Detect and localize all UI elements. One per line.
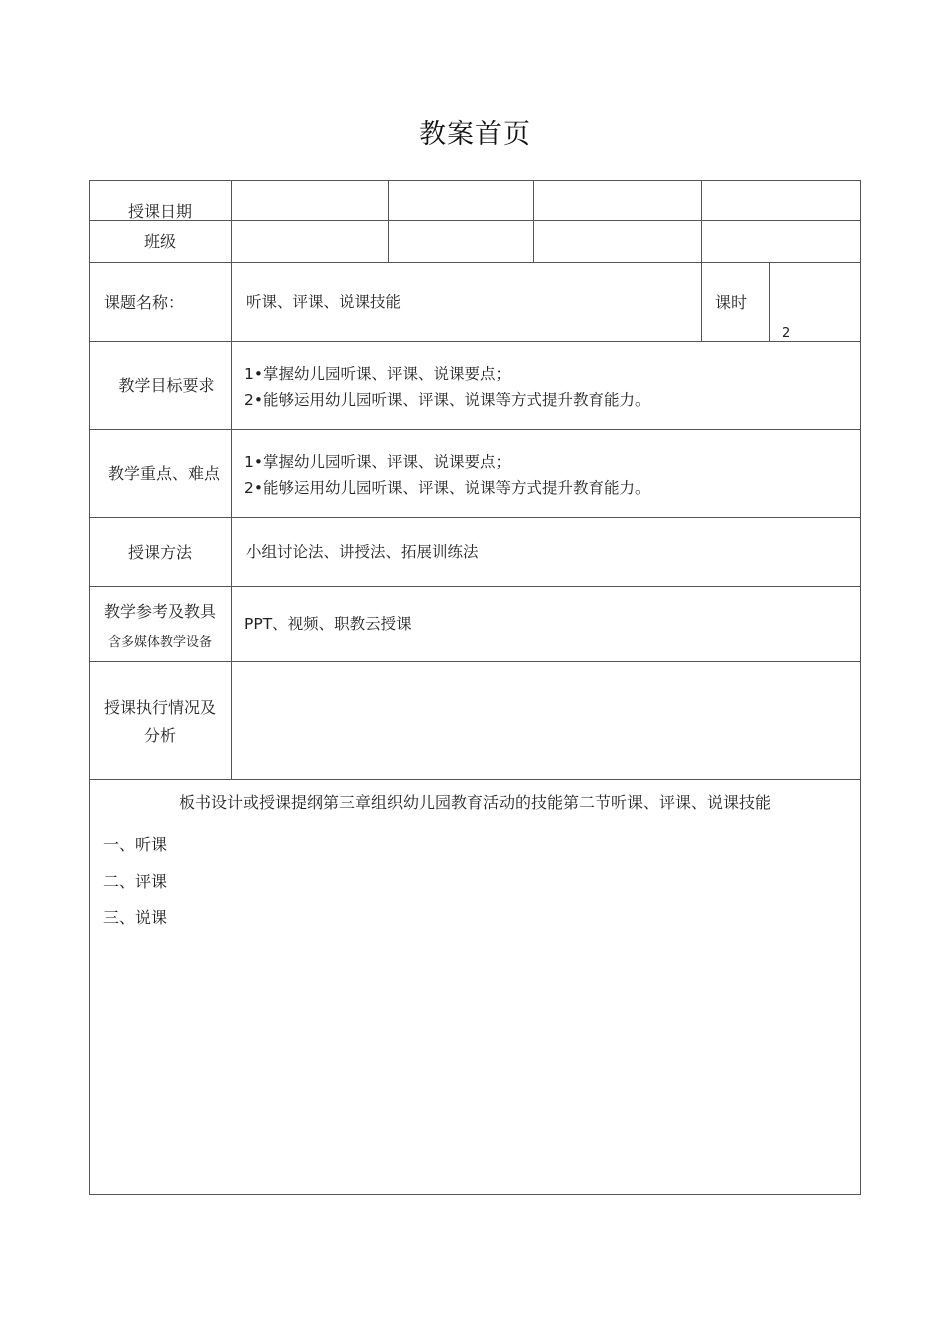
table-border-bottom — [89, 1194, 861, 1195]
key-points-line: 2•能够运用幼儿园听课、评课、说课等方式提升教育能力。 — [244, 479, 651, 497]
execution-label: 授课执行情况及 — [103, 698, 216, 717]
goals-label: 教学目标要求 — [118, 376, 215, 395]
topic-value: 听课、评课、说课技能 — [246, 293, 402, 311]
column-divider — [701, 180, 702, 262]
row-divider — [89, 586, 861, 587]
hours-value: 2 — [782, 326, 791, 341]
row-divider — [89, 220, 861, 221]
reference-value: PPT、视频、职教云授课 — [244, 615, 412, 633]
outline-item: 一、听课 — [103, 835, 168, 854]
row-divider — [89, 517, 861, 518]
hours-label: 课时 — [715, 293, 748, 312]
outline-heading: 板书设计或授课提纲第三章组织幼儿园教育活动的技能第二节听课、评课、说课技能 — [178, 793, 771, 812]
column-divider — [769, 262, 770, 341]
row-divider — [89, 429, 861, 430]
table-border-right — [860, 180, 861, 1195]
table-border-left — [89, 180, 90, 1195]
method-label: 授课方法 — [127, 543, 192, 562]
date-label: 授课日期 — [127, 202, 192, 221]
lesson-plan-table — [89, 180, 861, 1195]
method-value: 小组讨论法、讲授法、拓展训练法 — [246, 543, 479, 561]
row-divider — [89, 262, 861, 263]
key-points-line: 1•掌握幼儿园听课、评课、说课要点； — [244, 453, 512, 471]
outline-item: 三、说课 — [103, 908, 168, 927]
row-divider — [89, 779, 861, 780]
goals-content — [244, 361, 651, 413]
row-divider — [89, 341, 861, 342]
reference-sublabel: 含多媒体教学设备 — [107, 635, 212, 650]
goals-line: 2•能够运用幼儿园听课、评课、说课等方式提升教育能力。 — [244, 391, 651, 409]
column-divider — [533, 180, 534, 262]
execution-label-line2: 分析 — [143, 726, 176, 745]
row-divider — [89, 661, 861, 662]
column-divider — [701, 262, 702, 341]
page-title: 教案首页 — [419, 119, 531, 150]
key-points-label: 教学重点、难点 — [107, 464, 220, 483]
goals-line: 1•掌握幼儿园听课、评课、说课要点； — [244, 365, 512, 383]
key-points-content — [244, 449, 651, 501]
column-divider — [388, 180, 389, 262]
class-label: 班级 — [143, 232, 176, 251]
outline-item: 二、评课 — [103, 872, 168, 891]
topic-label: 课题名称： — [104, 293, 185, 312]
reference-label: 教学参考及教具 — [103, 602, 216, 621]
table-border-top — [89, 180, 861, 181]
